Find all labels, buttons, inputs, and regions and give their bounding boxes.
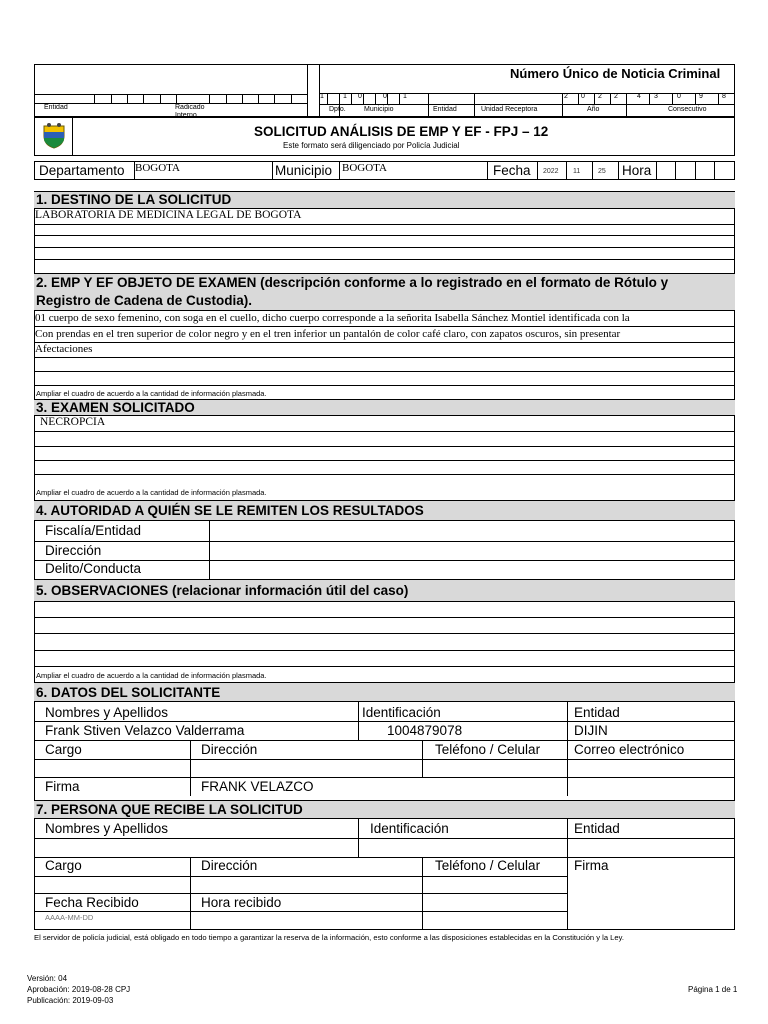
nunc-digit: 0 [581, 93, 585, 100]
entidad-label: Entidad [44, 104, 68, 111]
page-number: Página 1 de 1 [688, 985, 738, 994]
section2-title-line2: Registro de Cadena de Custodia). [36, 293, 253, 308]
s6-direccion-label: Dirección [201, 742, 258, 757]
departamento-value[interactable]: BOGOTA [135, 162, 180, 174]
nunc-digit: 8 [722, 93, 726, 100]
emp-line-2[interactable]: Con prendas en el tren superior de color negro y en el tren inferior un pantalón de color café claro, con zapatos oscuros, sin presentar [35, 328, 621, 340]
nunc-digit: 0 [383, 93, 387, 100]
s7-direccion-label: Dirección [201, 858, 258, 873]
s6-telefono-label: Teléfono / Celular [435, 742, 541, 757]
nunc-digit: 2 [598, 93, 602, 100]
s7-cargo-label: Cargo [45, 858, 82, 873]
nunc-label-unidad: Unidad Receptora [481, 106, 538, 113]
nunc-label-ano: Año [587, 106, 600, 113]
nunc-digit: 1 [320, 93, 324, 100]
nunc-digit: 2 [564, 93, 568, 100]
nunc-digit: 2 [614, 93, 618, 100]
section3-title: 3. EXAMEN SOLICITADO [34, 399, 735, 416]
nunc-label-dpto: Dpto. [329, 106, 346, 113]
fiscalia-label: Fiscalía/Entidad [45, 523, 142, 538]
s7-telefono-label: Teléfono / Celular [435, 858, 541, 873]
delito-label: Delito/Conducta [45, 561, 142, 576]
section2-title-line1: 2. EMP Y EF OBJETO DE EXAMEN (descripción conforme a lo registrado en el formato de Rótulo y [36, 275, 669, 290]
fecha-month[interactable]: 11 [573, 168, 581, 175]
s7-nombres-label: Nombres y Apellidos [45, 821, 169, 836]
section2-title [34, 273, 735, 311]
nunc-label-consecutivo: Consecutivo [668, 106, 707, 113]
nunc-digit: 0 [677, 93, 681, 100]
section5-title: 5. OBSERVACIONES (relacionar información útil del caso) [34, 579, 735, 602]
emp-line-3[interactable]: Afectaciones [35, 343, 93, 355]
nunc-digit: 9 [699, 93, 703, 100]
s6-identificacion-label: Identificación [362, 705, 441, 720]
s6-entidad-label: Entidad [574, 705, 620, 720]
fecha-year[interactable]: 2022 [543, 168, 559, 175]
nunc-title: Número Único de Noticia Criminal [510, 66, 721, 81]
departamento-label: Departamento [39, 163, 125, 178]
section5-note: Ampliar el cuadro de acuerdo a la cantidad de información plasmada. [36, 671, 267, 680]
examen-value[interactable]: NECROPCIA [40, 416, 106, 428]
nunc-label-municipio: Municipio [364, 106, 394, 113]
s7-fecha-recibido-placeholder[interactable]: AAAA-MM-DD [45, 913, 94, 922]
fecha-day[interactable]: 25 [598, 168, 606, 175]
s6-nombres-value[interactable]: Frank Stiven Velazco Valderrama [45, 723, 245, 738]
municipio-label: Municipio [275, 163, 333, 178]
s6-identificacion-value[interactable]: 1004879078 [387, 723, 463, 738]
destino-value[interactable]: LABORATORIA DE MEDICINA LEGAL DE BOGOTA [35, 209, 302, 221]
section6-title: 6. DATOS DEL SOLICITANTE [34, 682, 735, 702]
radicado-label: Radicado Interno [175, 104, 205, 119]
fecha-label: Fecha [493, 163, 531, 178]
nunc-digit: 3 [654, 93, 658, 100]
nunc-digit: 1 [343, 93, 347, 100]
aprobacion: Aprobación: 2019-08-28 CPJ [27, 985, 131, 994]
nunc-digit: 0 [358, 93, 362, 100]
s7-hora-recibido-label: Hora recibido [201, 895, 282, 910]
hora-label: Hora [622, 163, 652, 178]
s6-correo-label: Correo electrónico [574, 742, 685, 757]
s6-firma-value[interactable]: FRANK VELAZCO [201, 779, 314, 794]
nunc-digit: 1 [403, 93, 407, 100]
disclaimer: El servidor de policía judicial, está obligado en todo tiempo a garantizar la reserva de la información, esto conforme a las disposiciones establecidas en la Constitución y la Ley. [34, 933, 624, 942]
nunc-label-entidad: Entidad [433, 106, 457, 113]
section1-title: 1. DESTINO DE LA SOLICITUD [34, 191, 735, 209]
section3-note: Ampliar el cuadro de acuerdo a la cantidad de información plasmada. [36, 488, 267, 497]
s7-fecha-recibido-label: Fecha Recibido [45, 895, 139, 910]
nunc-digit: 4 [637, 93, 641, 100]
municipio-value[interactable]: BOGOTA [342, 162, 387, 174]
form-subtitle: Este formato será diligenciado por Policía Judicial [283, 141, 460, 150]
s7-identificacion-label: Identificación [370, 821, 449, 836]
s6-firma-label: Firma [45, 779, 80, 794]
s6-cargo-label: Cargo [45, 742, 82, 757]
section2-note: Ampliar el cuadro de acuerdo a la cantidad de información plasmada. [36, 389, 267, 398]
version: Versión: 04 [27, 974, 68, 983]
emp-line-1[interactable]: 01 cuerpo de sexo femenino, con soga en el cuello, dicho cuerpo corresponde a la señorita Isabella Sánchez Montiel identificada con la [35, 312, 630, 324]
coat-of-arms-logo [40, 122, 68, 150]
publicacion: Publicación: 2019-09-03 [27, 996, 114, 1005]
s6-nombres-label: Nombres y Apellidos [45, 705, 169, 720]
s7-firma-label: Firma [574, 858, 609, 873]
s7-entidad-label: Entidad [574, 821, 620, 836]
s6-entidad-value[interactable]: DIJIN [574, 723, 608, 738]
form-title: SOLICITUD ANÁLISIS DE EMP Y EF - FPJ – 12 [254, 124, 549, 139]
section4-title: 4. AUTORIDAD A QUIÉN SE LE REMITEN LOS RESULTADOS [34, 500, 735, 521]
direccion-label: Dirección [45, 543, 102, 558]
section7-title: 7. PERSONA QUE RECIBE LA SOLICITUD [34, 800, 735, 819]
